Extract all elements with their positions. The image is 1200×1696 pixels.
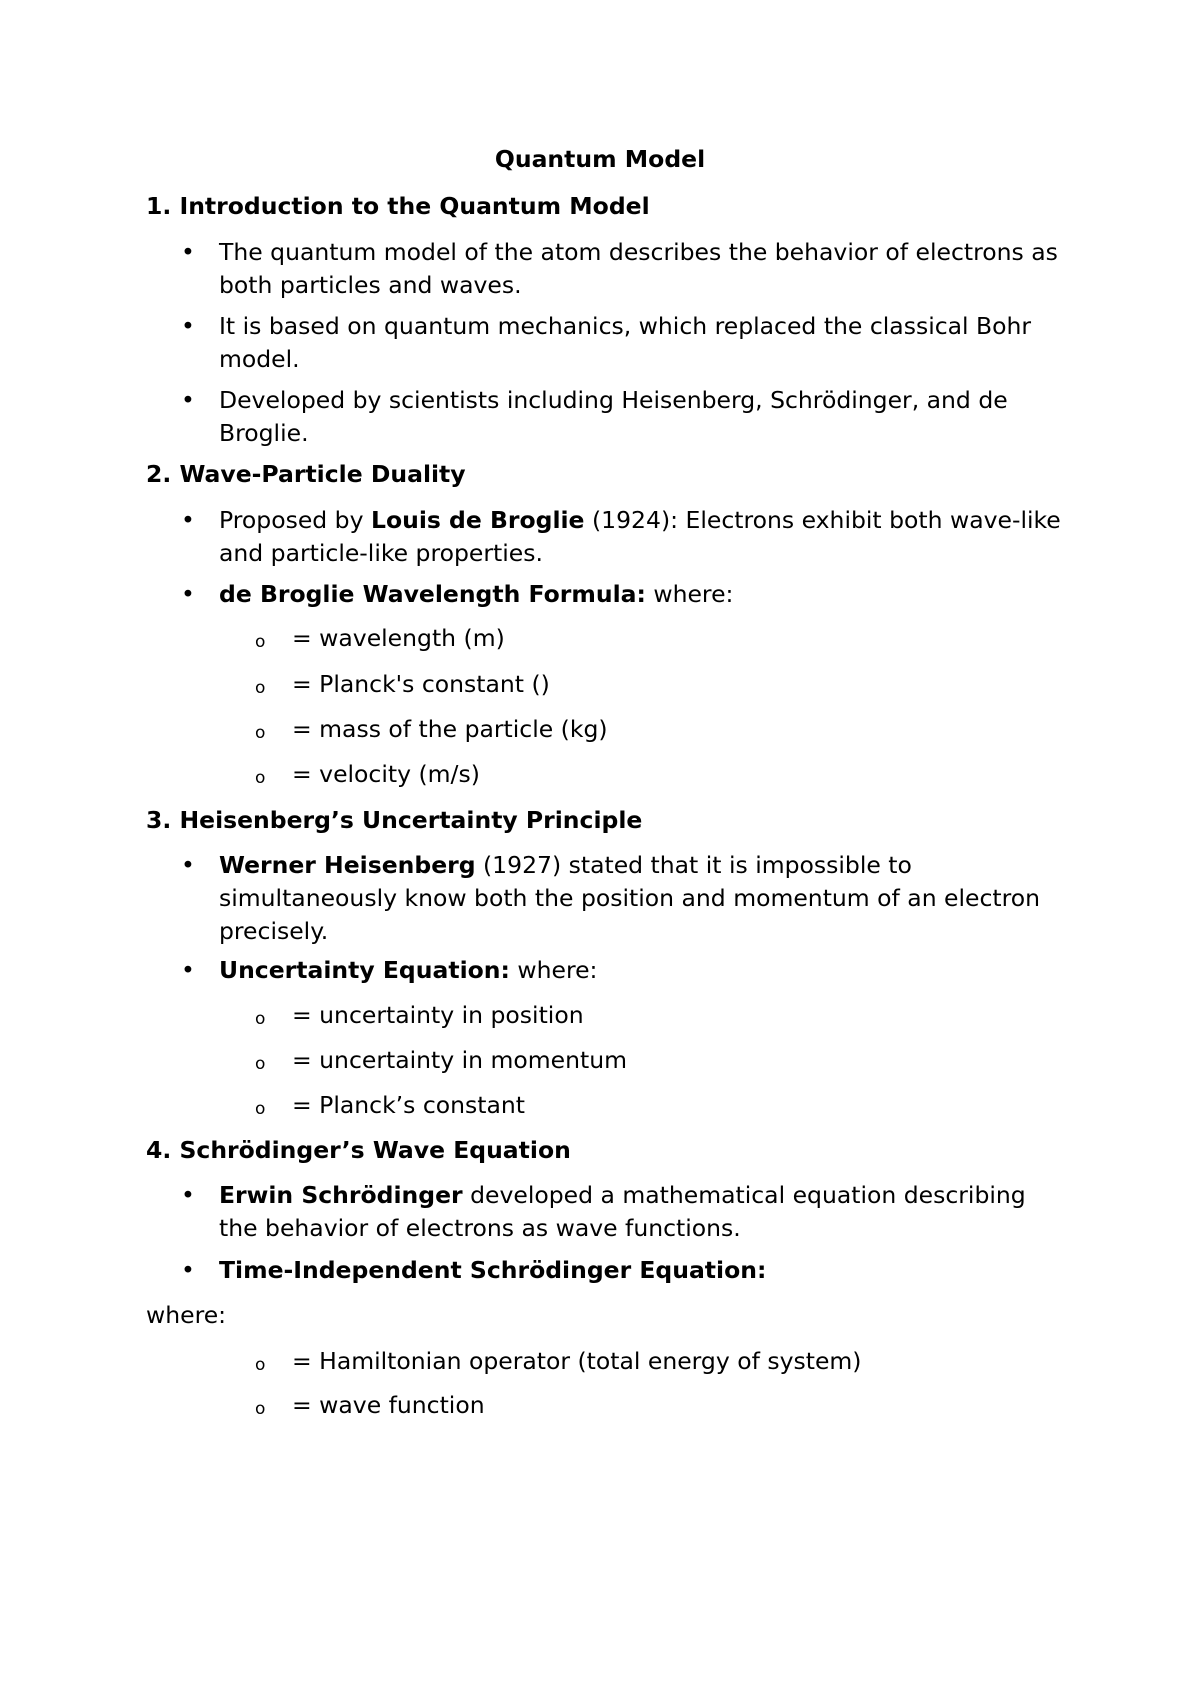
bullet-marker: •	[181, 956, 195, 984]
section-heading-2: 2. Wave-Particle Duality	[146, 460, 466, 488]
bullet-text-pre: Proposed by	[219, 506, 371, 534]
bullet-marker: •	[181, 386, 195, 414]
bullet-text-bold: Louis de Broglie	[370, 506, 585, 534]
sub-bullet-marker: o	[255, 1009, 266, 1029]
sub-bullet-marker: o	[255, 632, 266, 652]
bullet-marker: •	[181, 238, 195, 266]
bullet-text	[219, 849, 1069, 948]
sub-item-text: = wave function	[292, 1391, 485, 1419]
sub-item-text: = Hamiltonian operator (total energy of system)	[292, 1347, 862, 1375]
bullet-text	[219, 504, 1069, 570]
bullet-marker: •	[181, 312, 195, 340]
bullet-text	[219, 1179, 1069, 1245]
bullet-marker: •	[181, 506, 195, 534]
bullet-text-post: where:	[645, 580, 734, 608]
bullet-text	[219, 954, 1069, 987]
section-heading-1: 1. Introduction to the Quantum Model	[146, 192, 650, 220]
sub-item-text: = Planck’s constant	[292, 1091, 526, 1119]
sub-item-text: = Planck's constant ()	[292, 670, 550, 698]
bullet-text: The quantum model of the atom describes the behavior of electrons as both particles and waves.	[219, 238, 1058, 299]
bullet-text-post: (1927) stated that it is impossible to simultaneously know both the position and momentum of an electron precisely.	[219, 851, 1041, 945]
sub-item-text: = uncertainty in momentum	[292, 1046, 628, 1074]
section-heading-4: 4. Schrödinger’s Wave Equation	[146, 1136, 571, 1164]
sub-bullet-marker: o	[255, 1355, 266, 1375]
bullet-marker: •	[181, 1256, 195, 1284]
bullet-marker: •	[181, 580, 195, 608]
section-heading-3: 3. Heisenberg’s Uncertainty Principle	[146, 806, 643, 834]
sub-bullet-marker: o	[255, 1054, 266, 1074]
bullet-text-post: developed a mathematical equation describing the behavior of electrons as wave functions.	[219, 1181, 1026, 1242]
bullet-text	[219, 1254, 1069, 1287]
sub-item-text: = uncertainty in position	[292, 1001, 584, 1029]
bullet-text-bold: de Broglie Wavelength Formula:	[219, 580, 646, 608]
bullet-text-post: (1924): Electrons exhibit both wave-like and particle-like properties.	[219, 506, 1061, 567]
where-label: where:	[146, 1301, 227, 1329]
sub-item-text: = mass of the particle (kg)	[292, 715, 608, 743]
sub-bullet-marker: o	[255, 1399, 266, 1419]
sub-item-text: = velocity (m/s)	[292, 760, 480, 788]
bullet-text: It is based on quantum mechanics, which replaced the classical Bohr model.	[219, 312, 1032, 373]
bullet-text-bold: Erwin Schrödinger	[219, 1181, 463, 1209]
bullet-text-bold: Werner Heisenberg	[219, 851, 476, 879]
bullet-text: Developed by scientists including Heisenberg, Schrödinger, and de Broglie.	[219, 386, 1008, 447]
bullet-text	[219, 578, 1069, 611]
sub-bullet-marker: o	[255, 678, 266, 698]
bullet-text-post: where:	[509, 956, 598, 984]
sub-bullet-marker: o	[255, 768, 266, 788]
document-title: Quantum Model	[494, 145, 706, 173]
bullet-marker: •	[181, 1181, 195, 1209]
sub-bullet-marker: o	[255, 723, 266, 743]
bullet-marker: •	[181, 851, 195, 879]
bullet-text-bold: Uncertainty Equation:	[219, 956, 510, 984]
bullet-text-bold: Time-Independent Schrödinger Equation:	[219, 1256, 767, 1284]
sub-bullet-marker: o	[255, 1099, 266, 1119]
sub-item-text: = wavelength (m)	[292, 624, 505, 652]
